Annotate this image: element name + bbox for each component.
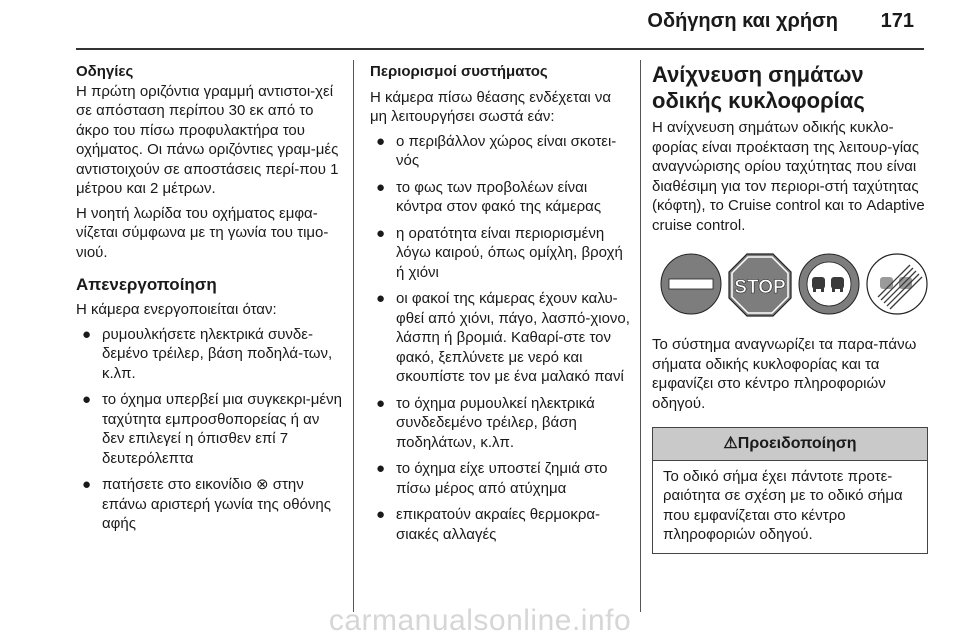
limitations-intro: Η κάμερα πίσω θέασης ενδέχεται να μη λειτουργήσει σωστά εάν:	[370, 88, 612, 125]
warning-title: Προειδοποίηση	[737, 435, 857, 452]
list-item	[76, 390, 346, 468]
page-number: 171	[880, 10, 914, 32]
sign-detection-heading: Ανίχνευση σημάτων οδικής κυκλοφορίας	[652, 62, 865, 113]
list-item-text: το φως των προβολέων είναι κόντρα στον φακό της κάμερας	[396, 178, 602, 215]
column-divider-1	[353, 60, 354, 612]
bullet-icon: ●	[376, 132, 386, 150]
watermark: carmanualsonline.info	[328, 604, 632, 637]
guidelines-heading: Οδηγίες	[76, 63, 134, 80]
list-item-text: οι φακοί της κάμερας έχουν καλυ-φθεί από χιόνι, πάγο, λασπό-χιονο, λάσπη ή βρομιά. Καθαρί-στε τον φακό, ξεπλύνετε με νερό και σκουπίστε τον με ένα μαλακό πανί	[396, 290, 630, 385]
deactivation-intro: Η κάμερα ενεργοποιείται όταν:	[76, 301, 277, 318]
guidelines-paragraph-1: Η πρώτη οριζόντια γραμμή αντιστοι-χεί σε απόσταση περίπου 30 εκ από το άκρο του πίσω προφυλακτήρα του οχήματος. Οι πάνω οριζόντιες γραμ-μές αντιστοιχούν σε αποστάσεις περί-που 1 μέτρου και 2 μέτρων.	[76, 82, 339, 197]
list-item	[370, 289, 632, 387]
sign-recognition-paragraph: Το σύστημα αναγνωρίζει τα παρα-πάνω σήματα οδικής κυκλοφορίας και τα εμφανίζει στο κέντρο πληροφοριών οδηγού.	[652, 336, 917, 412]
list-item	[370, 459, 632, 498]
warning-box	[652, 427, 928, 554]
list-item	[370, 505, 632, 544]
limitations-list	[370, 132, 632, 545]
bullet-icon: ●	[376, 506, 386, 523]
list-item-text: η ορατότητα είναι περιορισμένη λόγω καιρού, όπως ομίχλη, βροχή ή χιόνι	[396, 224, 623, 281]
limitations-heading: Περιορισμοί συστήματος	[370, 63, 548, 80]
bullet-icon: ●	[82, 476, 92, 493]
bullet-icon: ●	[376, 290, 386, 307]
list-item-text: επικρατούν ακραίες θερμοκρα-σιακές αλλαγές	[396, 506, 601, 543]
list-item	[370, 394, 632, 453]
list-item	[370, 178, 632, 217]
list-item-text: ρυμουλκήσετε ηλεκτρικά συνδε-δεμένο τρέιλερ, βάση ποδηλά-των, κ.λπ.	[102, 325, 333, 382]
end-no-overtaking-sign-icon	[866, 253, 928, 315]
list-item	[370, 132, 632, 171]
stop-sign-icon	[728, 253, 792, 317]
traffic-signs-row	[660, 253, 930, 317]
column-1	[76, 62, 346, 541]
no-entry-sign-icon	[660, 253, 722, 315]
bullet-icon: ●	[82, 391, 92, 408]
column-3	[652, 62, 930, 554]
column-divider-2	[640, 60, 641, 612]
warning-header	[653, 428, 927, 461]
warning-text: Το οδικό σήμα έχει πάντοτε προτε-ραιότητα σε σχέση με το οδικό σήμα που εμφανίζεται στο κέντρο πληροφοριών οδηγού.	[663, 467, 903, 543]
list-item	[76, 475, 346, 534]
sign-detection-paragraph: Η ανίχνευση σημάτων οδικής κυκλο-φορίας είναι προέκταση της λειτουρ-γίας αναγνώρισης ορίου ταχύτητας που είναι διαθέσιμη για τον περιορι-στή ταχύτητας (κόφτη), το Cruise control και το Adaptive cruise control.	[652, 119, 925, 234]
list-item-text: το όχημα υπερβεί μια συγκεκρι-μένη ταχύτητα εμπροσθοπορείας ή αν δεν επιλεγεί η όπισθεν επί 7 δευτερόλεπτα	[102, 391, 342, 467]
deactivation-heading: Απενεργοποίηση	[76, 275, 217, 294]
guidelines-paragraph-2: Η νοητή λωρίδα του οχήματος εμφα-νίζεται σύμφωνα με τη γωνία του τιμο-νιού.	[76, 204, 329, 261]
stop-sign-text: STOP	[734, 277, 786, 298]
page-header-title: Οδήγηση και χρήση	[647, 10, 838, 32]
bullet-icon: ●	[376, 394, 386, 412]
list-item-text: το όχημα ρυμουλκεί ηλεκτρικά συνδεδεμένο τρέιλερ, βάση ποδηλάτων, κ.λπ.	[396, 394, 595, 451]
header-rule	[76, 48, 924, 50]
list-item-text: το όχημα είχε υποστεί ζημιά στο πίσω μέρος από ατύχημα	[396, 460, 608, 497]
bullet-icon: ●	[82, 325, 92, 343]
list-item	[76, 325, 346, 384]
column-2	[370, 62, 632, 551]
bullet-icon: ●	[376, 460, 386, 477]
list-item-text: ο περιβάλλον χώρος είναι σκοτει-νός	[396, 132, 617, 169]
deactivation-list	[76, 325, 346, 534]
bullet-icon: ●	[376, 224, 386, 242]
list-item-text: πατήσετε στο εικονίδιο ⊗ στην επάνω αριστερή γωνία της οθόνης αφής	[102, 476, 331, 532]
warning-icon: ⚠	[723, 435, 738, 452]
list-item	[370, 224, 632, 283]
bullet-icon: ●	[376, 178, 386, 196]
no-overtaking-sign-icon	[798, 253, 860, 315]
